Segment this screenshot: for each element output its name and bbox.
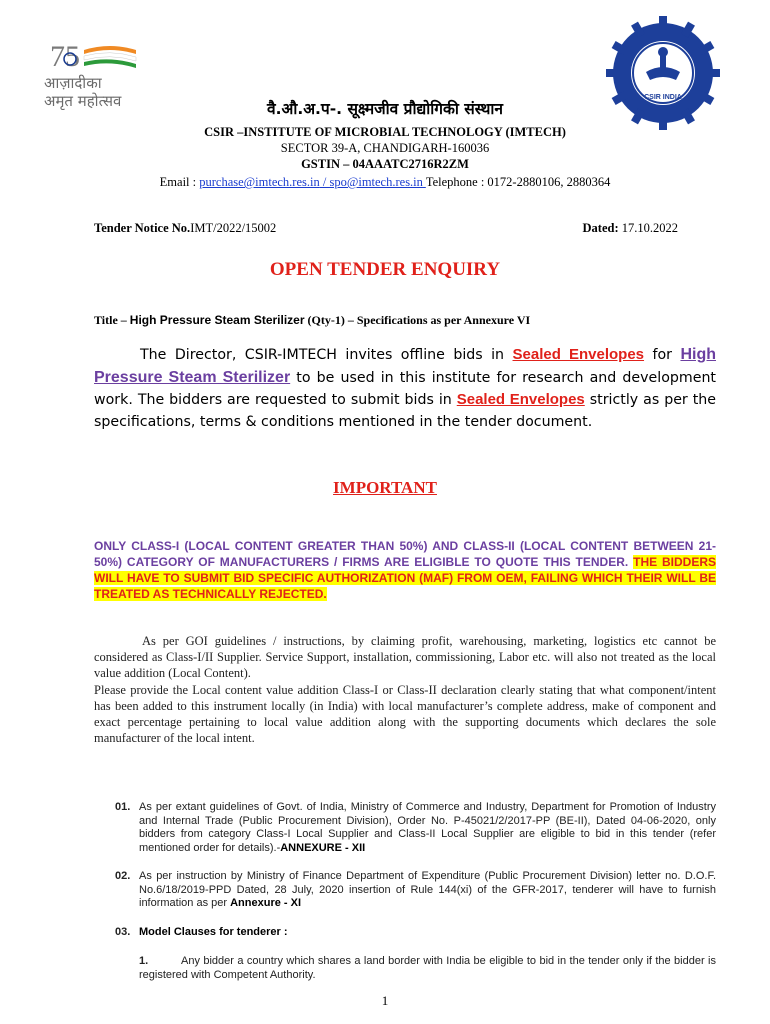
clause-number: 03. xyxy=(115,926,131,938)
intro-text-2: for xyxy=(644,347,681,363)
intro-text-4: strictly as per the specifications, terms & conditions mentioned in the tender document. xyxy=(94,392,717,430)
hindi-institute-name: वै.औ.अ.प-. सूक्ष्मजीव प्रौद्योगिकी संस्थान xyxy=(266,100,504,118)
clause-number: 01. xyxy=(115,801,131,813)
intro-text-1: The Director, CSIR-IMTECH invites offline bids in xyxy=(140,347,513,363)
logo-text-line1: आज़ादीका xyxy=(44,74,102,92)
dated-value: 17.10.2022 xyxy=(618,221,678,235)
eligibility-notice xyxy=(94,538,716,602)
sub-clause-number: 1. xyxy=(139,955,149,967)
institute-name: CSIR –INSTITUTE OF MICROBIAL TECHNOLOGY (IMTECH) xyxy=(204,125,566,139)
logo-text-line2: अमृत महोत्सव xyxy=(44,92,122,110)
sub-clause-text: Any bidder a country which shares a land border with India be eligible to bid in the tender only if the bidder is registered with Competent Authority. xyxy=(139,955,716,981)
clause-heading: Model Clauses for tenderer : xyxy=(139,926,288,938)
goi-guidelines-paragraph xyxy=(94,633,716,681)
clause-text: As per instruction by Ministry of Finance Department of Expenditure (Public Procurement Division) letter no. D.O.F. No.6/18/2019-PPD Dated, 28 July, 2020 insertion of Rule 144(xi) of the GFR-2017, tenderer will have to furnish information as per Annexure - XI xyxy=(139,870,716,909)
telephone-numbers: Telephone : 0172-2880106, 2880364 xyxy=(425,175,611,189)
annexure-reference: ANNEXURE - XII xyxy=(280,841,366,854)
important-heading: IMPORTANT xyxy=(333,478,437,497)
email-label: Email : xyxy=(159,175,200,189)
tender-date xyxy=(583,221,678,236)
svg-text:75: 75 xyxy=(50,40,80,73)
title-prefix: Title – xyxy=(94,313,130,327)
institute-address: SECTOR 39-A, CHANDIGARH-160036 xyxy=(280,141,490,155)
eligibility-text: ONLY CLASS-I (LOCAL CONTENT GREATER THAN 50%) AND CLASS-II (LOCAL CONTENT BETWEEN 21-50%) CATEGORY OF MANUFACTURERS / FIRMS ARE ELIGIBLE TO QUOTE THIS TENDER. xyxy=(94,539,716,569)
intro-paragraph xyxy=(94,344,716,433)
csir-logo-label: CSIR INDIA xyxy=(644,94,682,101)
authorization-warning: THE BIDDERS WILL HAVE TO SUBMIT BID SPECIFIC AUTHORIZATION (MAF) FROM OEM, FAILING WHICH THEIR WILL BE TREATED AS TECHNICALLY REJECTED. xyxy=(94,555,717,601)
tender-no-value: IMT/2022/15002 xyxy=(190,221,277,235)
clause-text: As per extant guidelines of Govt. of India, Ministry of Commerce and Industry, Department for Promotion of Industry and Internal Trade (Public Procurement Division), Order No. P-45021/2/2017-PP (BE-II), Dated 04-06-2020, only bidders from category Class-I Local Supplier and Class-II Local Supplier are eligible to bid in this tender (refer mentioned order for details).-ANNEXURE - XII xyxy=(139,801,716,854)
tender-no-label: Tender Notice No. xyxy=(94,221,191,235)
contact-line xyxy=(0,175,770,190)
model-clause-item xyxy=(139,955,716,982)
tender-notice-number xyxy=(94,221,276,236)
spo-email-link[interactable]: spo@imtech.res.in xyxy=(329,175,426,189)
clause-number: 02. xyxy=(115,870,131,882)
title-item: High Pressure Steam Sterilizer xyxy=(129,313,305,327)
gstin-number: GSTIN – 04AAATC2716R2ZM xyxy=(301,157,469,171)
document-title: OPEN TENDER ENQUIRY xyxy=(269,259,501,280)
local-content-paragraph: Please provide the Local content value addition Class-I or Class-II declaration clearly stating that what component/intent has been added to this instrument locally (in India) with local manufacturer’s complete address, make of component and exact percentage pertaining to local value addition along with the supporting documents which declares the sole manufacturer of the local intent. xyxy=(94,683,716,745)
intro-item-name: High Pressure Steam Sterilizer xyxy=(94,346,716,386)
page-number: 1 xyxy=(381,993,389,1008)
intro-text-3: to be used in this institute for research and development work. The bidders are requested to submit bids in xyxy=(94,369,716,408)
annexure-reference: Annexure - XI xyxy=(230,897,302,909)
sealed-envelopes-2: Sealed Envelopes xyxy=(456,391,585,408)
sealed-envelopes-1: Sealed Envelopes xyxy=(512,346,645,363)
title-suffix: (Qty-1) – Specifications as per Annexure VI xyxy=(304,313,531,327)
email-separator: / xyxy=(319,175,330,189)
tender-title-line xyxy=(94,313,530,328)
para1-text: As per GOI guidelines / instructions, by claiming profit, warehousing, marketing, logistics etc cannot be considered as Class-I/II Supplier. Service Support, installation, commissioning, Labor etc. will also not treated as the local value addition (Local Content). xyxy=(94,634,716,680)
purchase-email-link[interactable]: purchase@imtech.res.in xyxy=(199,175,320,189)
dated-label: Dated: xyxy=(582,221,619,235)
